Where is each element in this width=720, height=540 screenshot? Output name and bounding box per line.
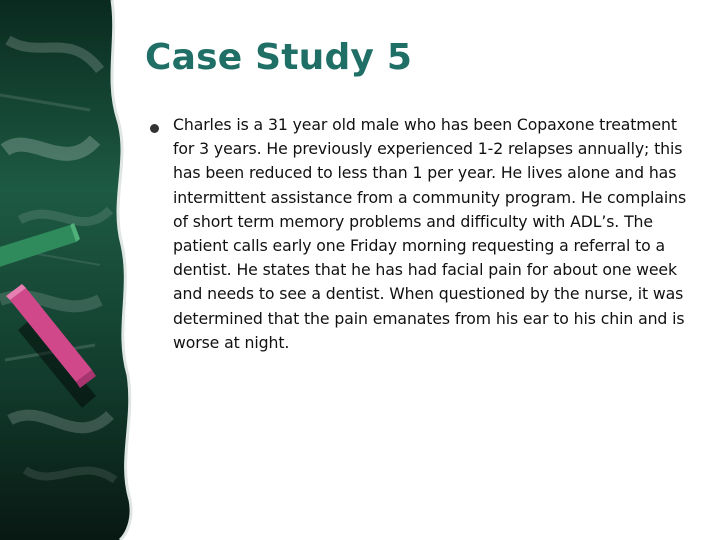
chalkboard-decoration <box>0 0 140 540</box>
bullet-dot-icon <box>150 124 159 133</box>
slide-title: Case Study 5 <box>145 37 413 78</box>
bullet-text: Charles is a 31 year old male who has been Copaxone treatment for 3 years. He previously experienced 1-2 relapses annually; this has been reduced to less than 1 per year. He lives alone and has intermittent assistance from a community program. He complains of short term memory problems and difficulty with ADL’s. The patient calls early one Friday morning requesting a referral to a dentist. He states that he has had facial pain for about one week and needs to see a dentist. When questioned by the nurse, it was determined that the pain emanates from his ear to his chin and is worse at night. <box>173 115 687 352</box>
